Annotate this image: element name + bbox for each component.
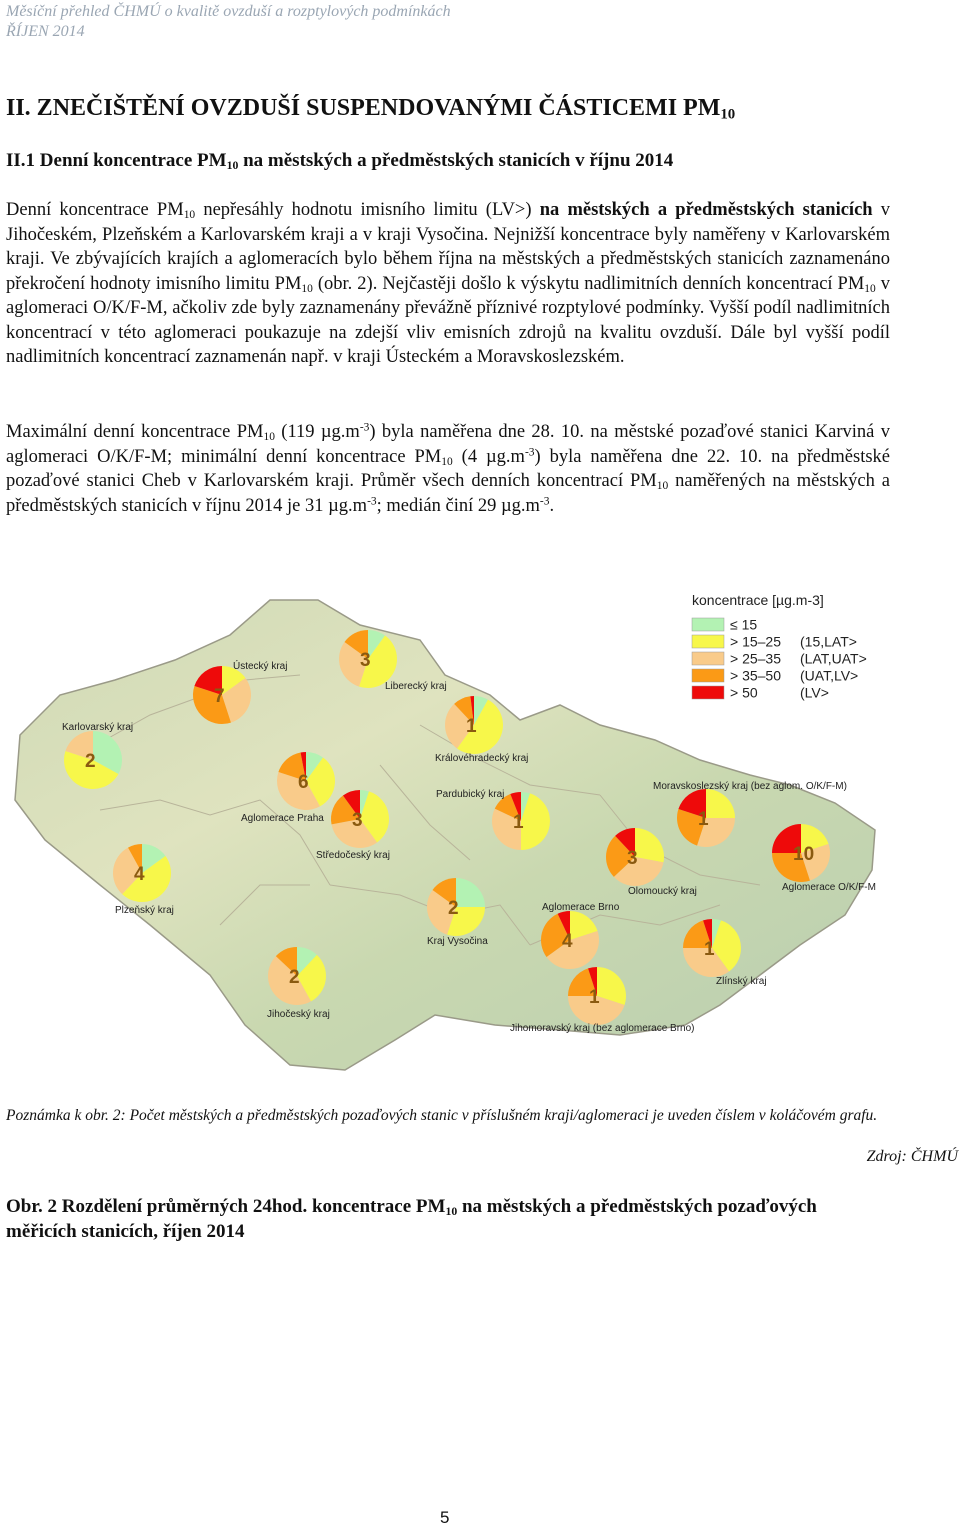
legend-class-note: (LAT,UAT> <box>800 650 867 667</box>
region-label: Aglomerace Brno <box>542 902 620 913</box>
region-label: Liberecký kraj <box>385 681 447 692</box>
region-label: Aglomerace O/K/F-M <box>782 882 876 893</box>
station-count: 3 <box>352 810 363 831</box>
legend-swatch <box>692 635 724 648</box>
region-label: Středočeský kraj <box>316 850 390 861</box>
region-label: Karlovarský kraj <box>62 722 134 733</box>
legend-swatch <box>692 686 724 699</box>
station-count: 2 <box>289 967 300 988</box>
region-label: Aglomerace Praha <box>241 813 324 824</box>
region-label: Jihočeský kraj <box>267 1009 330 1020</box>
region-label: Královéhradecký kraj <box>435 753 529 764</box>
region-label: Moravskoslezský kraj (bez aglom. O/K/F-M) <box>653 781 847 792</box>
legend-class-label: > 50 <box>730 684 758 701</box>
station-count: 1 <box>513 812 524 833</box>
figure-caption: Obr. 2 Rozdělení průměrných 24hod. koncentrace $PM_{10}$ na městských a předměstských pozaďových měřicích stanicích, říjen 2014 <box>6 1196 817 1242</box>
region-label: Pardubický kraj <box>436 789 505 800</box>
station-count: 1 <box>589 987 600 1008</box>
section-title: II. ZNEČIŠTĚNÍ OVZDUŠÍ SUSPENDOVANÝMI ČÁSTICEMI $PM_{10}$ <box>6 95 736 123</box>
legend-class-note: (LV> <box>800 684 829 701</box>
subsection-title: II.1 Denní koncentrace $PM_{10}$ na městských a předměstských stanicích v říjnu 2014 <box>6 150 674 172</box>
station-count: 7 <box>214 686 225 707</box>
station-count: 3 <box>360 650 371 671</box>
station-count: 2 <box>85 751 96 772</box>
legend-swatch <box>692 618 724 631</box>
station-count: 1 <box>466 716 477 737</box>
map-legend <box>692 592 867 701</box>
region-label: Olomoucký kraj <box>628 886 697 897</box>
station-count: 4 <box>134 864 145 885</box>
running-header-month: ŘÍJEN 2014 <box>6 23 85 40</box>
station-count: 3 <box>627 848 638 869</box>
paragraph-extremes: Maximální denní koncentrace $PM_{10}$ (119 $\mu g.m^{-3}$) byla naměřena dne 28. 10. na městské pozaďové stanici Karviná v aglomeraci O/K/F-M; minimální denní koncentrace $PM_{10}$ (4 $\mu g.m^{-3}$) byla naměřena dne 22. 10. na předměstské pozaďové stanici Cheb v Karlovarském kraji. Průměr všech denních koncentrací $PM_{10}$ naměřených na městských a předměstských stanicích v říjnu 2014 je 31 $\mu g.m^{-3}$; medián činí 29 $\mu g.m^{-3}$. <box>6 421 890 516</box>
region-label: Ústecký kraj <box>233 661 288 672</box>
legend-title: koncentrace [µg.m-3] <box>692 592 824 608</box>
station-count: 1 <box>704 939 715 960</box>
legend-swatch <box>692 669 724 682</box>
legend-class-label: ≤ 15 <box>730 616 758 633</box>
figure-note: Poznámka k obr. 2: Počet městských a předměstských pozaďových stanic v příslušném kraji/aglomeraci je uveden číslem v koláčovém grafu. <box>6 1107 878 1124</box>
legend-class-note: (UAT,LV> <box>800 667 859 684</box>
station-count: 1 <box>698 809 709 830</box>
legend-swatch <box>692 652 724 665</box>
page-number: 5 <box>440 1508 450 1527</box>
station-count: 4 <box>562 931 573 952</box>
region-label: Plzeňský kraj <box>115 905 174 916</box>
region-label: Jihomoravský kraj (bez aglomerace Brno) <box>510 1023 695 1034</box>
pm10-map <box>0 585 960 1080</box>
station-count: 10 <box>793 844 815 865</box>
legend-class-note: (15,LAT> <box>800 633 857 650</box>
station-count: 2 <box>448 898 459 919</box>
figure-source: Zdroj: ČHMÚ <box>866 1148 958 1165</box>
legend-class-label: > 25–35 <box>730 650 781 667</box>
legend-class-label: > 15–25 <box>730 633 781 650</box>
region-label: Kraj Vysočina <box>427 936 488 947</box>
legend-class-label: > 35–50 <box>730 667 781 684</box>
running-header-title: Měsíční přehled ČHMÚ o kvalitě ovzduší a rozptylových podmínkách <box>6 3 451 20</box>
running-header <box>6 2 451 42</box>
paragraph-exceedances: Denní koncentrace $PM_{10}$ nepřesáhly hodnotu imisního limitu (LV>) na městských a předměstských stanicích v Jihočeském, Plzeňském a Karlovarském kraji a v kraji Vysočina. Nejnižší koncentrace byly naměřeny v Karlovarském kraji. Ve zbývajících krajích a aglomeracích bylo během října na městských a předměstských stanicích zaznamenáno překročení hodnoty imisního limitu $PM_{10}$ (obr. 2). Nejčastěji došlo k výskytu nadlimitních denních koncentrací $PM_{10}$ v aglomeraci O/K/F-M, ačkoliv zde byly zaznamenány převážně příznivé rozptylové podmínky. Vyšší podíl nadlimitních koncentrací v této aglomeraci poukazuje na zdejší vliv emisních zdrojů na kvalitu ovzduší. Dále byl vyšší podíl nadlimitních koncentrací zaznamenán např. v kraji Ústeckém a Moravskoslezském. <box>6 200 891 367</box>
station-count: 6 <box>298 772 309 793</box>
region-label: Zlínský kraj <box>716 976 767 987</box>
